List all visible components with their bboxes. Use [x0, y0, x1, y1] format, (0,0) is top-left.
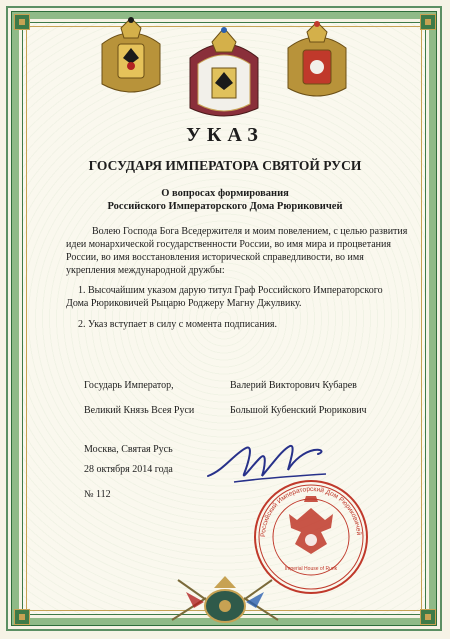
- document-subtitle: ГОСУДАРЯ ИМПЕРАТОРА СВЯТОЙ РУСИ: [88, 158, 362, 173]
- body-line: укрепления международной дружбы:: [66, 265, 225, 276]
- body-line: Волею Господа Бога Вседержителя и моим повелением, с целью развития: [92, 226, 408, 237]
- signatory-title-2: Великий Князь Всея Руси: [84, 405, 195, 416]
- corner-ornament: [14, 14, 30, 30]
- signatory-title-1: Государь Император,: [84, 380, 174, 391]
- seal-bottom-text: Imperial House of Rurik: [284, 566, 338, 572]
- signatory-name: Валерий Викторович Кубарев: [230, 380, 357, 391]
- body-line: Дома Рюриковичей Рыцарю Роджеру Магну Джулвику.: [66, 298, 302, 309]
- body-line: идеи монархической государственности России, во имя мира и процветания: [66, 239, 391, 250]
- document-number: № 112: [84, 489, 111, 500]
- signatory-title-3: Большой Кубенский Рюрикович: [230, 405, 367, 416]
- place-line: Москва, Святая Русь: [84, 444, 173, 455]
- body-line: России, во имя восстановления исторической справедливости, во имя: [66, 252, 364, 263]
- corner-ornament: [14, 609, 30, 625]
- document-title: УКАЗ: [186, 124, 264, 146]
- body-line: 2. Указ вступает в силу с момента подписания.: [78, 319, 278, 330]
- right-coat-of-arms: [282, 18, 352, 108]
- body-line: 1. Высочайшим указом дарую титул Граф Российского Императорского: [78, 285, 383, 296]
- corner-ornament: [420, 14, 436, 30]
- subject-line-1: О вопросах формирования: [161, 188, 289, 199]
- center-coat-of-arms: [186, 24, 262, 124]
- date-line: 28 октября 2014 года: [84, 464, 173, 475]
- left-coat-of-arms: [96, 14, 166, 102]
- seal-ring-text: Российский Императорский Дом Рюриковичей: [259, 485, 362, 538]
- corner-ornament: [420, 609, 436, 625]
- subject-line-2: Российского Императорского Дома Рюриковичей: [107, 201, 343, 212]
- bottom-emblem: [166, 570, 284, 630]
